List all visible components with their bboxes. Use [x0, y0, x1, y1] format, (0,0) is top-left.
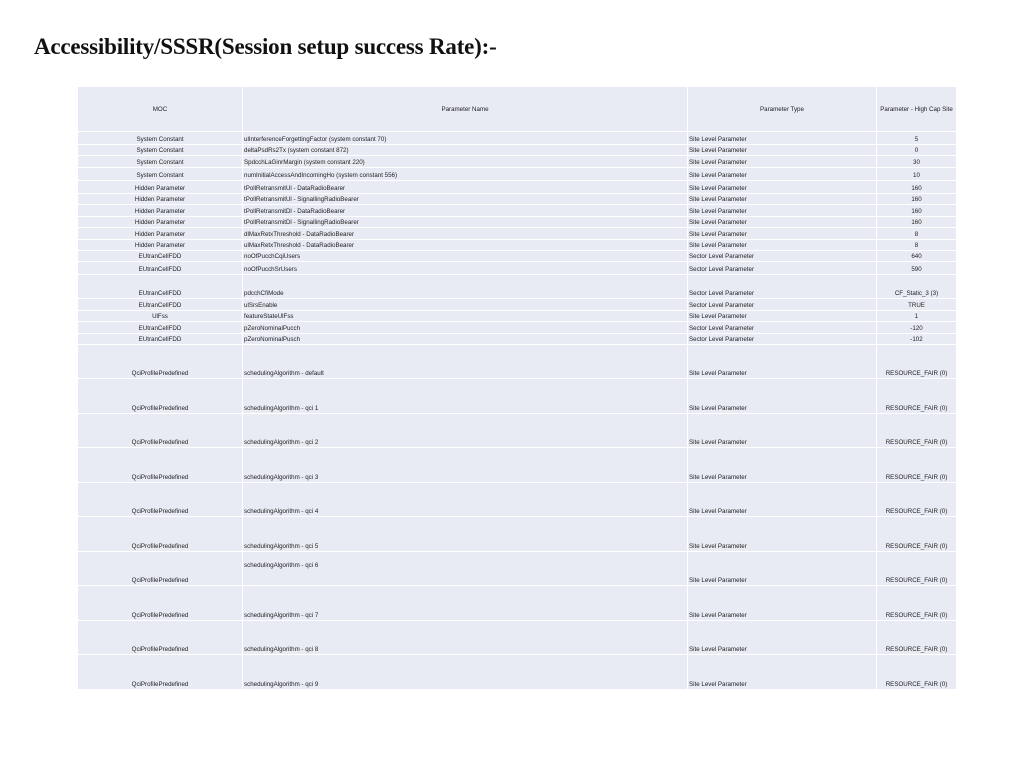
table-row: [78, 586, 957, 621]
cell-parameter-value: RESOURCE_FAIR (0): [877, 552, 957, 586]
table-row: [78, 311, 957, 322]
cell-parameter-name: dlMaxRetxThreshold - DataRadioBearer: [243, 228, 688, 240]
cell-parameter-type: Site Level Parameter: [688, 345, 877, 379]
cell-parameter-type: Sector Level Parameter: [688, 275, 877, 299]
cell-parameter-type: Site Level Parameter: [688, 552, 877, 586]
parameter-table: [77, 86, 957, 690]
cell-moc: System Constant: [78, 168, 243, 181]
cell-parameter-type: Site Level Parameter: [688, 145, 877, 156]
cell-parameter-type: Site Level Parameter: [688, 132, 877, 145]
table-row: [78, 552, 957, 586]
cell-parameter-value: 160: [877, 181, 957, 194]
cell-parameter-name: ulMaxRetxThreshold - DataRadioBearer: [243, 240, 688, 251]
cell-parameter-name: pZeroNominalPucch: [243, 322, 688, 334]
cell-parameter-type: Site Level Parameter: [688, 379, 877, 414]
cell-parameter-type: Site Level Parameter: [688, 655, 877, 690]
cell-parameter-name: schedulingAlgorithm - qci 4: [243, 483, 688, 517]
cell-moc: EUtranCellFDD: [78, 334, 243, 345]
cell-parameter-name: pZeroNominalPusch: [243, 334, 688, 345]
cell-parameter-name: numInitialAccessAndIncomingHo (system constant 556): [243, 168, 688, 181]
cell-parameter-name: schedulingAlgorithm - qci 2: [243, 414, 688, 448]
cell-moc: Hidden Parameter: [78, 240, 243, 251]
cell-moc: Hidden Parameter: [78, 228, 243, 240]
table-row: [78, 322, 957, 334]
cell-moc: System Constant: [78, 156, 243, 168]
table-row: [78, 483, 957, 517]
cell-parameter-value: 640: [877, 251, 957, 262]
cell-parameter-name: schedulingAlgorithm - qci 5: [243, 517, 688, 552]
cell-parameter-type: Site Level Parameter: [688, 156, 877, 168]
cell-parameter-value: RESOURCE_FAIR (0): [877, 483, 957, 517]
cell-moc: Hidden Parameter: [78, 205, 243, 217]
table-row: [78, 132, 957, 145]
cell-parameter-name: deltaPsdRs2Tx (system constant 872): [243, 145, 688, 156]
cell-parameter-name: schedulingAlgorithm - qci 7: [243, 586, 688, 621]
cell-parameter-value: -120: [877, 322, 957, 334]
table-row: [78, 621, 957, 655]
table-row: [78, 517, 957, 552]
table-row: [78, 194, 957, 205]
cell-parameter-name: schedulingAlgorithm - default: [243, 345, 688, 379]
cell-parameter-name: noOfPucchCqiUsers: [243, 251, 688, 262]
cell-moc: System Constant: [78, 145, 243, 156]
cell-moc: QciProfilePredefined: [78, 414, 243, 448]
cell-parameter-name: schedulingAlgorithm - qci 6: [243, 552, 688, 586]
cell-parameter-type: Site Level Parameter: [688, 517, 877, 552]
cell-parameter-type: Sector Level Parameter: [688, 322, 877, 334]
table-row: [78, 414, 957, 448]
cell-parameter-type: Site Level Parameter: [688, 228, 877, 240]
table-row: [78, 448, 957, 483]
table-row: [78, 251, 957, 262]
cell-parameter-value: RESOURCE_FAIR (0): [877, 586, 957, 621]
table-row: [78, 217, 957, 228]
column-header-high-cap-value: Parameter - High Cap Site: [877, 87, 957, 132]
table-row: [78, 145, 957, 156]
cell-moc: QciProfilePredefined: [78, 483, 243, 517]
cell-parameter-name: tPollRetransmitDl - SignallingRadioBearer: [243, 217, 688, 228]
cell-moc: EUtranCellFDD: [78, 275, 243, 299]
table-row: [78, 655, 957, 690]
table-row: [78, 168, 957, 181]
cell-parameter-value: RESOURCE_FAIR (0): [877, 414, 957, 448]
table-row: [78, 228, 957, 240]
table-row: [78, 240, 957, 251]
cell-moc: Hidden Parameter: [78, 181, 243, 194]
cell-parameter-name: featureStateUlFss: [243, 311, 688, 322]
table-row: [78, 275, 957, 299]
table-row: [78, 262, 957, 275]
cell-parameter-type: Site Level Parameter: [688, 205, 877, 217]
cell-parameter-name: SpdcchLaGinrMargin (system constant 220): [243, 156, 688, 168]
cell-moc: QciProfilePredefined: [78, 655, 243, 690]
cell-parameter-value: RESOURCE_FAIR (0): [877, 448, 957, 483]
cell-parameter-value: 5: [877, 132, 957, 145]
cell-parameter-value: 590: [877, 262, 957, 275]
cell-moc: System Constant: [78, 132, 243, 145]
cell-moc: Hidden Parameter: [78, 217, 243, 228]
cell-parameter-type: Site Level Parameter: [688, 240, 877, 251]
cell-moc: EUtranCellFDD: [78, 262, 243, 275]
cell-parameter-value: RESOURCE_FAIR (0): [877, 345, 957, 379]
cell-parameter-type: Sector Level Parameter: [688, 299, 877, 311]
table-row: [78, 299, 957, 311]
cell-parameter-name: tPollRetransmitDl - DataRadioBearer: [243, 205, 688, 217]
cell-moc: EUtranCellFDD: [78, 299, 243, 311]
cell-parameter-value: RESOURCE_FAIR (0): [877, 621, 957, 655]
cell-parameter-name: schedulingAlgorithm - qci 1: [243, 379, 688, 414]
cell-parameter-value: 1: [877, 311, 957, 322]
cell-parameter-type: Sector Level Parameter: [688, 262, 877, 275]
table-row: [78, 156, 957, 168]
cell-parameter-type: Sector Level Parameter: [688, 251, 877, 262]
cell-parameter-value: RESOURCE_FAIR (0): [877, 379, 957, 414]
column-header-parameter-type: Parameter Type: [688, 87, 877, 132]
cell-parameter-value: 0: [877, 145, 957, 156]
cell-parameter-value: 160: [877, 205, 957, 217]
cell-parameter-type: Sector Level Parameter: [688, 334, 877, 345]
cell-parameter-value: 160: [877, 217, 957, 228]
cell-parameter-value: RESOURCE_FAIR (0): [877, 517, 957, 552]
cell-parameter-type: Site Level Parameter: [688, 194, 877, 205]
cell-parameter-value: 8: [877, 240, 957, 251]
cell-parameter-value: CF_Static_3 (3): [877, 275, 957, 299]
cell-moc: QciProfilePredefined: [78, 345, 243, 379]
cell-parameter-name: ulInterferenceForgettingFactor (system constant 70): [243, 132, 688, 145]
cell-parameter-name: schedulingAlgorithm - qci 3: [243, 448, 688, 483]
table-row: [78, 334, 957, 345]
cell-parameter-name: noOfPucchSrUsers: [243, 262, 688, 275]
table-row: [78, 379, 957, 414]
cell-parameter-name: tPollRetransmitUl - SignallingRadioBearer: [243, 194, 688, 205]
cell-moc: UlFss: [78, 311, 243, 322]
table-row: [78, 205, 957, 217]
cell-parameter-type: Site Level Parameter: [688, 168, 877, 181]
cell-parameter-value: RESOURCE_FAIR (0): [877, 655, 957, 690]
cell-parameter-name: schedulingAlgorithm - qci 8: [243, 621, 688, 655]
cell-parameter-type: Site Level Parameter: [688, 414, 877, 448]
cell-parameter-name: tPollRetransmitUl - DataRadioBearer: [243, 181, 688, 194]
cell-moc: EUtranCellFDD: [78, 251, 243, 262]
cell-parameter-type: Site Level Parameter: [688, 483, 877, 517]
cell-parameter-type: Site Level Parameter: [688, 217, 877, 228]
cell-moc: QciProfilePredefined: [78, 552, 243, 586]
cell-parameter-value: -102: [877, 334, 957, 345]
cell-parameter-value: 10: [877, 168, 957, 181]
cell-parameter-type: Site Level Parameter: [688, 586, 877, 621]
table-row: [78, 181, 957, 194]
cell-moc: QciProfilePredefined: [78, 448, 243, 483]
table-row: [78, 345, 957, 379]
cell-moc: QciProfilePredefined: [78, 379, 243, 414]
slide-title: Accessibility/SSSR(Session setup success Rate):-: [34, 34, 497, 59]
cell-parameter-value: TRUE: [877, 299, 957, 311]
column-header-parameter-name: Parameter Name: [243, 87, 688, 132]
cell-parameter-type: Site Level Parameter: [688, 621, 877, 655]
table-body: [78, 132, 957, 690]
cell-moc: QciProfilePredefined: [78, 621, 243, 655]
cell-parameter-type: Site Level Parameter: [688, 181, 877, 194]
cell-moc: Hidden Parameter: [78, 194, 243, 205]
cell-moc: QciProfilePredefined: [78, 517, 243, 552]
cell-parameter-type: Site Level Parameter: [688, 448, 877, 483]
cell-moc: QciProfilePredefined: [78, 586, 243, 621]
column-header-moc: MOC: [78, 87, 243, 132]
cell-parameter-value: 30: [877, 156, 957, 168]
cell-parameter-type: Site Level Parameter: [688, 311, 877, 322]
cell-moc: EUtranCellFDD: [78, 322, 243, 334]
cell-parameter-name: ulSrsEnable: [243, 299, 688, 311]
cell-parameter-value: 8: [877, 228, 957, 240]
cell-parameter-name: pdcchCfiMode: [243, 275, 688, 299]
cell-parameter-name: schedulingAlgorithm - qci 9: [243, 655, 688, 690]
table-header-row: [78, 87, 957, 132]
cell-parameter-value: 160: [877, 194, 957, 205]
